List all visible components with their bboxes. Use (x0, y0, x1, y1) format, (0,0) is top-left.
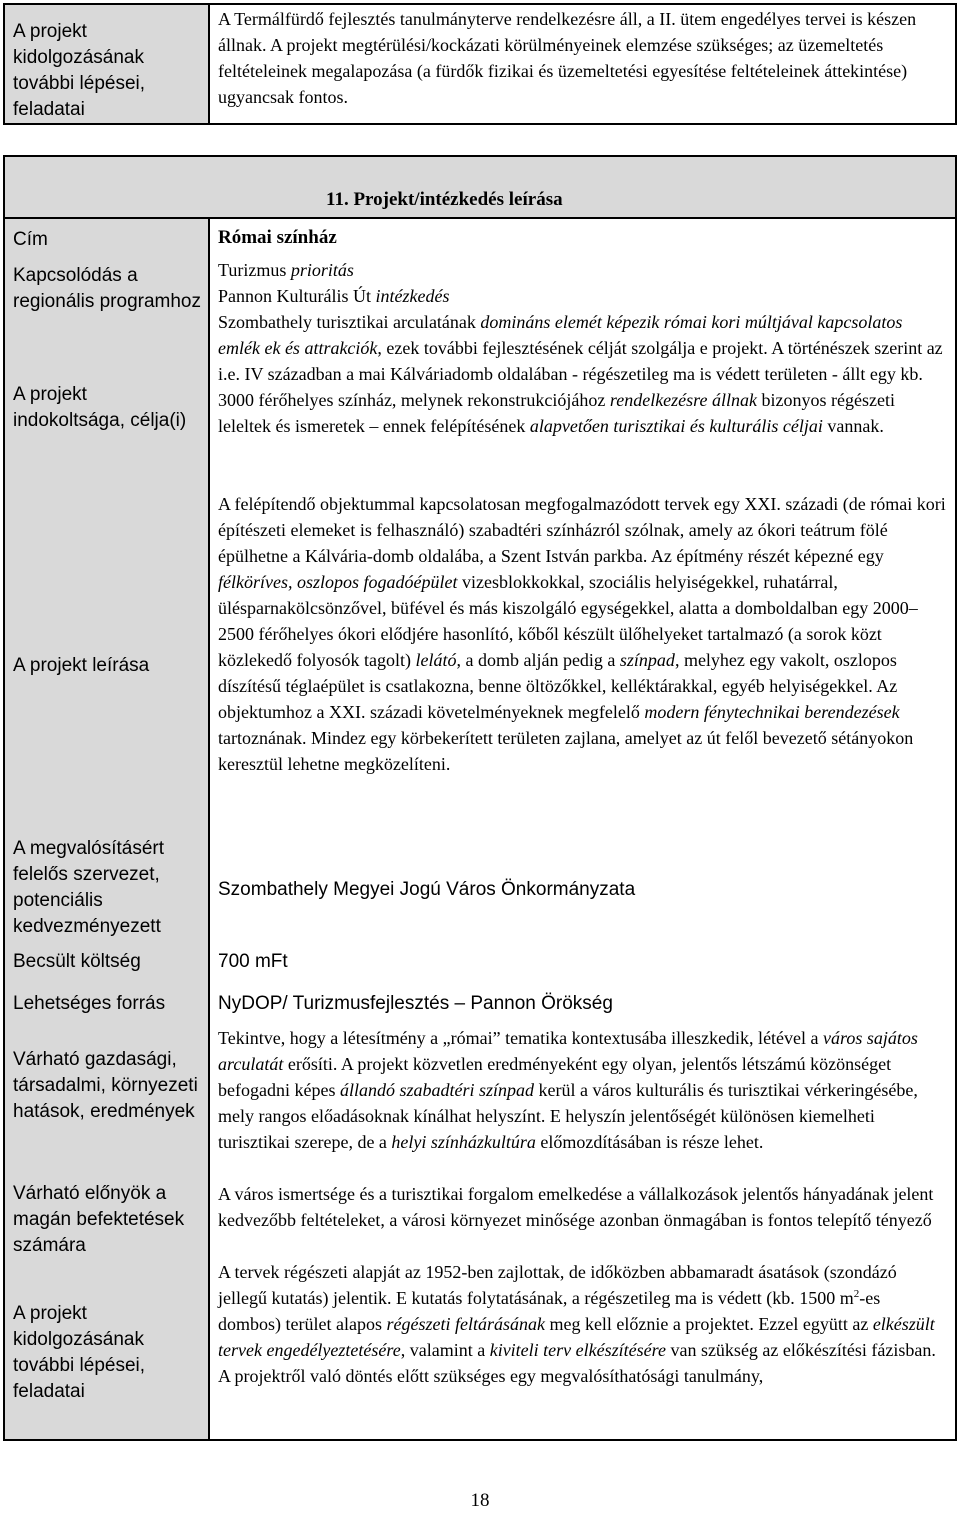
value-justification: Szombathely turisztikai arculatának domináns elemét képezik római kori múltjával kapcsolatos emlék ek és attrakciók, ezek további fejlesztésének célját szolgálja e projekt. A történészek szerint az i.e. IV században a mai Kálváriadomb oldalában - régészetileg ma is védett területen - állt egy kb. 3000 férőhelyes színház, melynek rekonstrukciójához rendelkezésre állnak bizonyos régészeti leleltek és ismeretek – ennek felépítésének alapvetően turisztikai és kulturális céljai vannak. (218, 312, 943, 436)
value-column (209, 218, 956, 1440)
value-source: NyDOP/ Turizmusfejlesztés – Pannon Örökség (218, 993, 613, 1014)
label-responsible: A megvalósításért felelős szervezet, potenciális kedvezményezett (13, 838, 165, 937)
label-description: A projekt leírása (13, 655, 150, 676)
value-responsible: Szombathely Megyei Jogú Város Önkormányzata (218, 879, 636, 900)
top-section-table (3, 3, 957, 125)
value-title: Római színház (218, 227, 337, 248)
project-heading: 11. Projekt/intézkedés leírása (209, 156, 956, 218)
label-title: Cím (13, 229, 48, 250)
project-header-row (4, 156, 956, 218)
value-effects: Tekintve, hogy a létesítmény a „római” tematika kontextusába illeszkedik, létével a város sajátos arculatát erősíti. A projekt közvetlen eredményeként egy olyan, jelentős létszámú közönséget befogadni képes állandó szabadtéri színpad kerül a város kulturális és turisztikai vérkeringésébe, mely rangos előadásoknak kínálhat helyszínt. E helyszín jelentőségét különösen kiemelheti turisztikai szerepe, de a helyi színházkultúra előmozdításában is része lehet. (218, 1028, 918, 1152)
value-description: A felépítendő objektummal kapcsolatosan megfogalmazódott tervek egy XXI. századi (de római kori építészeti elemeket is felhasználó) szabadtéri színházról szólnak, amely az ókori teátrum fölé épülhetne a Kálvária-domb oldalába, a Szent István parkba. Az építmény részét képezné egy félköríves, oszlopos fogadóépület vizesblokkokkal, szociális helyiségekkel, ruhatárral, ülésparnakölcsönzővel, büfével és más kiszolgáló egységekkel, alatta a domboldalban egy 2000–2500 férőhelyes ókori elődjére hasonlító, kőből készült ülőhelyeket tartalmazó (a sorok közt közlekedő folyosók tagolt) lelátó, a domb alján pedig a színpad, melyhez egy vakolt, oszlopos díszítésű téglaépület is csatlakozna, benne öltözőkkel, kelléktárakkal, egyéb helyiségekkel. Az objektumhoz a XXI. századi követelményeknek megfelelő modern fénytechnikai berendezések tartoznának. Mindez egy körbekerített területen zajlana, amelyet az út felől bevezető sétányokon keresztül lehetne megközelíteni. (218, 494, 946, 774)
label-column (4, 218, 209, 1440)
top-section-text: A Termálfürdő fejlesztés tanulmányterve rendelkezésre áll, a II. ütem engedélyes tervei is készen állnak. A projekt megtérülési/kockázati körülményeinek elemzése szükséges; az üzemeltetés feltételeinek megalapozása (a fürdők fizikai és üzemeltetési egyesítése feltételeinek áttekintése) ugyancsak fontos. (209, 4, 956, 124)
page-number: 18 (470, 1490, 490, 1511)
value-benefits: A város ismertsége és a turisztikai forgalom emelkedése a vállalkozások jelentős hányadának jelent kedvezőbb feltételeket, a városi környezet minősége azonban önmagában is fontos telepítő tényező (218, 1184, 934, 1230)
label-effects: Várható gazdasági, társadalmi, környezeti hatások, eredmények (13, 1049, 198, 1122)
top-section-label: A projekt kidolgozásának további lépései, feladatai (4, 4, 209, 124)
value-regional: Turizmus prioritás Pannon Kulturális Út intézkedés (218, 260, 450, 306)
label-source: Lehetséges forrás (13, 993, 166, 1014)
label-benefits: Várható előnyök a magán befektetések számára (13, 1183, 185, 1256)
value-next-steps: A tervek régészeti alapját az 1952-ben zajlottak, de időközben abbamaradt ásatások (szondázó jellegű kutatás) jelentik. E kutatás folytatásának, a régészetileg ma is védett (kb. 1500 $m^2-es$ dombos) terület alapos régészeti feltárásának meg kell előznie a projektet. Ezzel együtt az elkészült tervek engedélyeztetésére, valamint a kiviteli terv elkészítésére van szükség az előkészítési fázisban. A projektről való döntés előtt szükséges egy megvalósíthatósági tanulmány, (218, 1262, 936, 1386)
project-table (3, 155, 957, 1441)
label-regional: Kapcsolódás a regionális programhoz (13, 265, 201, 312)
label-justification: A projekt indokoltsága, célja(i) (13, 384, 187, 431)
label-cost: Becsült költség (13, 951, 141, 972)
value-cost: 700 mFt (218, 951, 288, 972)
label-next-steps: A projekt kidolgozásának további lépései, feladatai (13, 1303, 146, 1402)
